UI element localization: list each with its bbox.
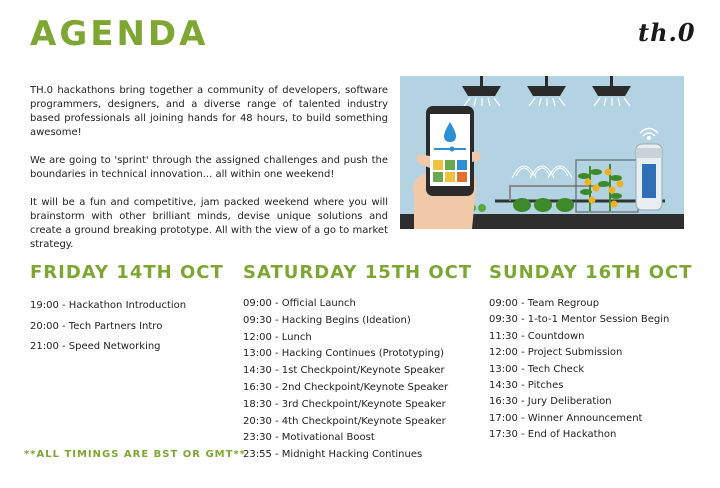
schedule-item: 09:30 - Hacking Begins (Ideation) <box>243 314 411 326</box>
smart-farming-illustration <box>400 76 684 229</box>
intro-paragraph: TH.0 hackathons bring together a community of developers, software programmers, designers, and a diverse range of talented industry based professionals all joining hands for 48 hours, to build something awesome! <box>30 85 388 138</box>
schedule-item: 12:00 - Lunch <box>243 331 312 343</box>
intro-text <box>30 84 388 266</box>
schedule-item: 16:30 - Jury Deliberation <box>489 396 612 408</box>
schedule-saturday <box>243 297 448 465</box>
schedule-item: 18:30 - 3rd Checkpoint/Keynote Speaker <box>243 398 446 410</box>
schedule-item: 09:00 - Official Launch <box>243 298 356 309</box>
schedule-sunday <box>489 297 669 445</box>
day-heading-friday: FRIDAY 14TH OCT <box>30 262 224 283</box>
schedule-item: 11:30 - Countdown <box>489 330 585 342</box>
schedule-item: 16:30 - 2nd Checkpoint/Keynote Speaker <box>243 381 449 393</box>
intro-paragraph: We are going to 'sprint' through the assigned challenges and push the boundaries in technical innovation... all within one weekend! <box>30 155 388 180</box>
schedule-item: 20:30 - 4th Checkpoint/Keynote Speaker <box>243 415 446 427</box>
schedule-item: 14:30 - Pitches <box>489 379 564 391</box>
schedule-item: 21:00 - Speed Networking <box>30 341 161 352</box>
schedule-friday <box>30 299 186 361</box>
water-tank-icon <box>636 144 662 210</box>
day-heading-sunday: SUNDAY 16TH OCT <box>489 262 693 283</box>
timing-footnote: **ALL TIMINGS ARE BST OR GMT** <box>24 449 246 460</box>
schedule-item: 20:00 - Tech Partners Intro <box>30 320 163 332</box>
page-title: AGENDA <box>30 14 209 54</box>
schedule-item: 09:30 - 1-to-1 Mentor Session Begin <box>489 314 670 326</box>
logo: th.0 <box>638 18 696 47</box>
schedule-item: 19:00 - Hackathon Introduction <box>30 300 187 311</box>
schedule-item: 17:00 - Winner Announcement <box>489 412 643 424</box>
schedule-item: 13:00 - Hacking Continues (Prototyping) <box>243 348 445 360</box>
schedule-item: 13:00 - Tech Check <box>489 363 585 375</box>
schedule-item: 09:00 - Team Regroup <box>489 298 600 309</box>
schedule-item: 17:30 - End of Hackathon <box>489 429 617 441</box>
day-heading-saturday: SATURDAY 15TH OCT <box>243 262 473 283</box>
intro-paragraph: It will be a fun and competitive, jam packed weekend where you will brainstorm with other brilliant minds, devise unique solutions and create a ground breaking prototype. All with the view of a go to market strategy. <box>30 197 388 250</box>
schedule-item: 14:30 - 1st Checkpoint/Keynote Speaker <box>243 365 445 377</box>
schedule-item: 23:55 - Midnight Hacking Continues <box>243 449 423 461</box>
schedule-item: 12:00 - Project Submission <box>489 347 623 359</box>
schedule-item: 23:30 - Motivational Boost <box>243 432 375 444</box>
